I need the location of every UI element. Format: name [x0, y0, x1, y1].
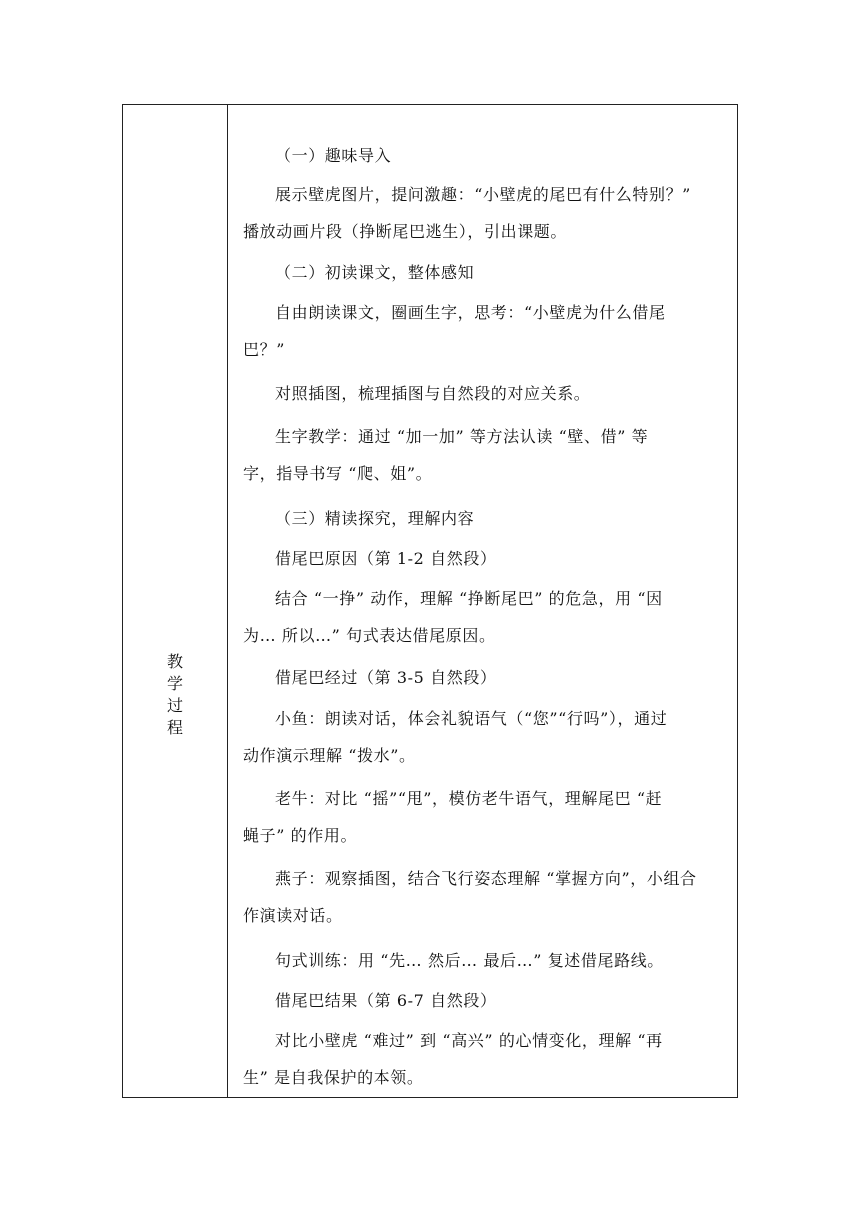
paragraph: [243, 788, 839, 847]
content-cell: [228, 105, 737, 1097]
paragraph-line: 对比小壁虎 “难过” 到 “高兴” 的心情变化，理解 “再: [275, 1031, 663, 1050]
paragraph-line: 借尾巴结果（第 6-7 自然段）: [275, 991, 497, 1010]
paragraph-line: 句式训练：用 “先… 然后… 最后…” 复述借尾路线。: [275, 951, 664, 970]
row-label-char: 程: [166, 718, 183, 737]
lesson-plan-table: [122, 104, 738, 1098]
section-heading: [243, 262, 839, 284]
paragraph: [243, 426, 839, 485]
paragraph: [243, 950, 839, 972]
row-label: [123, 651, 227, 739]
paragraph-line: 老牛：对比 “摇”“甩”，模仿老牛语气，理解尾巴 “赶: [275, 789, 663, 808]
paragraph: [243, 667, 839, 689]
paragraph: [243, 868, 839, 927]
paragraph-line: （二）初读课文，整体感知: [275, 263, 475, 282]
paragraph-line: 燕子：观察插图，结合飞行姿态理解 “掌握方向”，小组合: [275, 869, 697, 888]
paragraph-line: 生字教学：通过 “加一加” 等方法认读 “壁、借” 等: [275, 427, 649, 446]
paragraph-line: 蝇子” 的作用。: [243, 826, 358, 845]
paragraph: [243, 588, 839, 647]
paragraph-line: 为… 所以…” 句式表达借尾原因。: [243, 626, 496, 645]
paragraph-line: 结合 “一挣” 动作，理解 “挣断尾巴” 的危急，用 “因: [275, 589, 663, 608]
row-label-char: 学: [166, 674, 183, 693]
paragraph-line: （三）精读探究，理解内容: [275, 509, 475, 528]
paragraph: [243, 990, 839, 1012]
paragraph-line: 对照插图，梳理插图与自然段的对应关系。: [275, 384, 591, 403]
paragraph-line: 展示壁虎图片，提问激趣：“小壁虎的尾巴有什么特别？”: [275, 185, 691, 204]
paragraph-line: 播放动画片段（挣断尾巴逃生），引出课题。: [243, 222, 568, 241]
paragraph-line: （一）趣味导入: [275, 146, 392, 165]
paragraph-line: 借尾巴经过（第 3-5 自然段）: [275, 668, 497, 687]
paragraph-line: 巴？”: [243, 340, 285, 359]
paragraph-line: 借尾巴原因（第 1-2 自然段）: [275, 549, 497, 568]
paragraph-line: 生” 是自我保护的本领。: [243, 1068, 424, 1087]
paragraph-line: 动作演示理解 “拨水”。: [243, 746, 416, 765]
paragraph: [243, 708, 839, 767]
row-label-char: 教: [166, 652, 183, 671]
section-heading: [243, 145, 839, 167]
paragraph: [243, 1030, 839, 1089]
paragraph-line: 作演读对话。: [243, 906, 343, 925]
paragraph: [243, 302, 839, 361]
paragraph: [243, 383, 839, 405]
row-label-cell: [123, 105, 228, 1097]
paragraph: [243, 548, 839, 570]
paragraph-line: 小鱼：朗读对话，体会礼貌语气（“您”“行吗”），通过: [275, 709, 668, 728]
paragraph-line: 自由朗读课文，圈画生字，思考：“小壁虎为什么借尾: [275, 303, 666, 322]
paragraph: [243, 184, 839, 243]
row-label-char: 过: [166, 696, 183, 715]
paragraph-line: 字，指导书写 “爬、姐”。: [243, 464, 433, 483]
section-heading: [243, 508, 839, 530]
